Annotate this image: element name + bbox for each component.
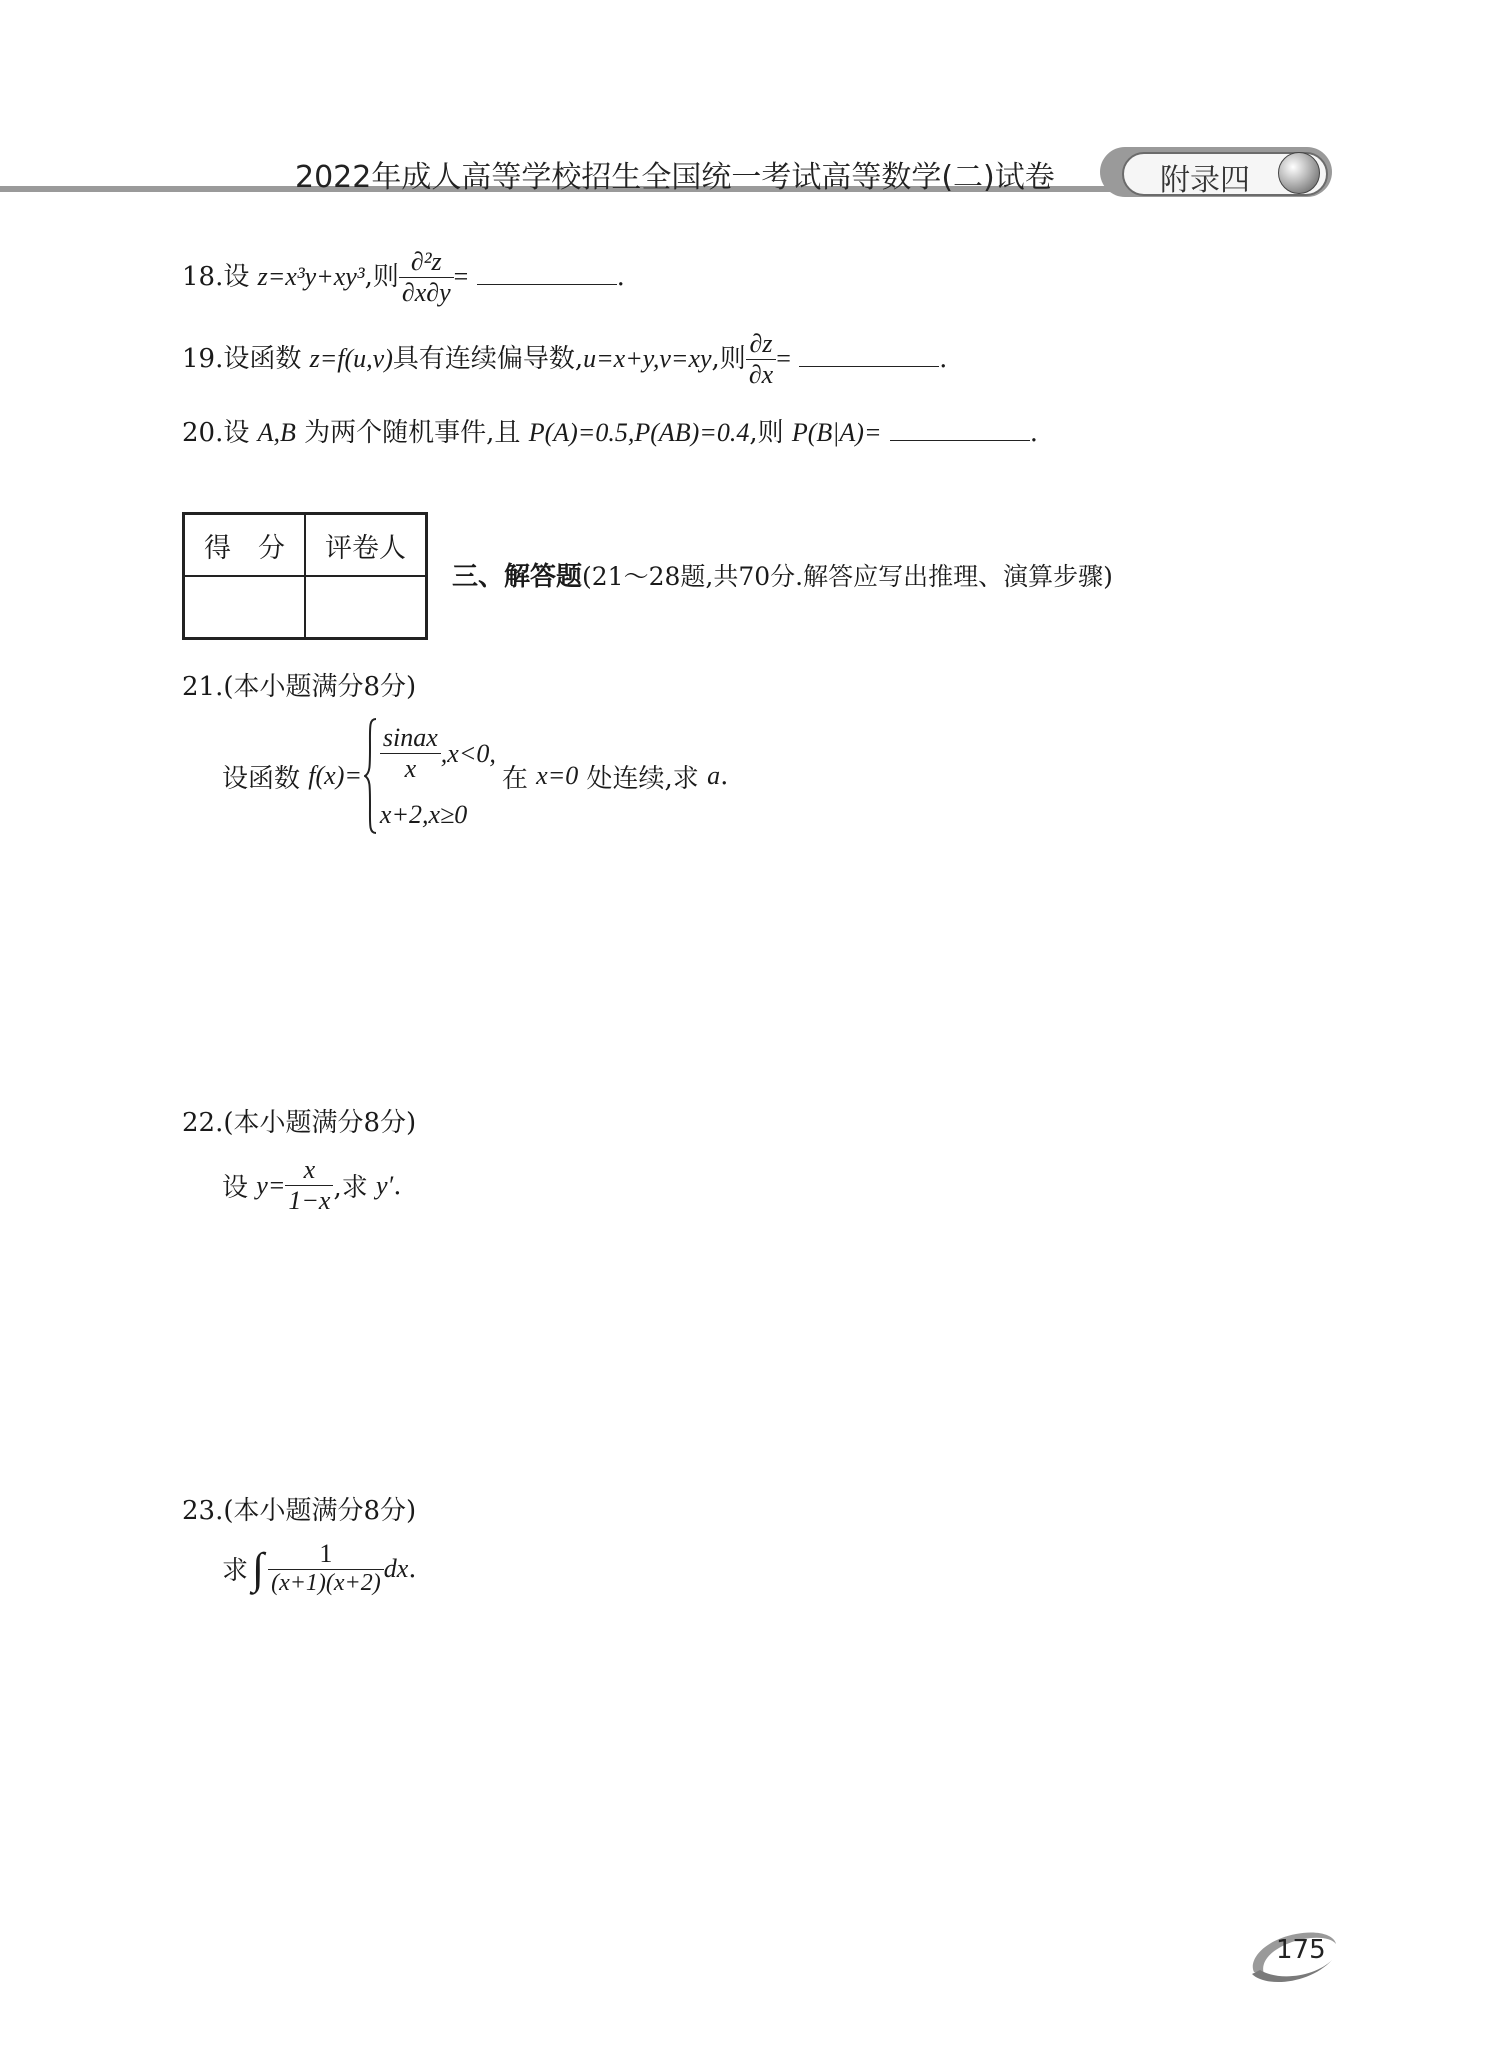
answer-blank-18[interactable] (477, 283, 617, 285)
piecewise-cases: $\frac{\text{sinax}}{x}$ ,x<0, x+2,x≥0 (379, 723, 496, 829)
q19-fraction: $\frac{\partial z}{\partial x}$ (746, 330, 776, 389)
score-table (182, 512, 428, 640)
question-21-header: 21.(本小题满分8分) (182, 672, 417, 702)
integral-sign: ∫ (252, 1544, 265, 1594)
score-cell[interactable] (184, 576, 306, 639)
question-23-header: 23.(本小题满分8分) (182, 1496, 417, 1526)
q18-fraction: $\frac{\text{∂²z}}{\partial x\partial y}$ (399, 248, 454, 307)
question-22-header: 22.(本小题满分8分) (182, 1108, 417, 1138)
grader-cell[interactable] (305, 576, 427, 639)
page-number: 175 (1276, 1935, 1326, 1965)
question-23-body: 求 ∫ $\frac{1}{(x+1)(x+2)}$ dx . (222, 1539, 417, 1596)
decorative-ball-icon (1278, 152, 1320, 194)
question-18: 18.设 z=x³y+xy³,则 $\frac{\text{∂²z}}{\partial x\partial y}$ = . (182, 247, 625, 307)
page-header-title: 2022年成人高等学校招生全国统一考试高等数学(二)试卷 (295, 160, 1055, 195)
question-22-body: 设 y= $\frac{x}{1-x}$ ,求 y′ . (222, 1155, 402, 1215)
left-brace-icon (364, 717, 378, 835)
q22-fraction: $\frac{x}{1-x}$ (285, 1156, 333, 1215)
grader-header: 评卷人 (305, 514, 427, 577)
q21-fraction: $\frac{\text{sinax}}{x}$ (380, 724, 441, 783)
q19-expression: z=f(u,v) (309, 343, 393, 373)
question-21-body: 设函数 f(x)= $\frac{\text{sinax}}{x}$ ,x<0, x+2,x≥0 在 x=0 处连续,求 a . (222, 716, 728, 836)
score-header: 得 分 (184, 514, 306, 577)
answer-blank-19[interactable] (799, 365, 939, 367)
question-20: 20.设 A,B 为两个随机事件,且 P(A)=0.5,P(AB)=0.4,则 P(B|A)= . (182, 418, 1039, 448)
section-3-heading: 三、解答题(21～28题,共70分.解答应写出推理、演算步骤) (452, 562, 1113, 592)
q18-expression: z=x³y+xy³ (257, 261, 365, 291)
question-19: 19.设函数 z=f(u,v)具有连续偏导数,u=x+y,v=xy,则 $\frac{\partial z}{\partial x}$ = . (182, 329, 948, 389)
appendix-label: 附录四 (1160, 163, 1250, 198)
answer-blank-20[interactable] (890, 439, 1030, 441)
q23-fraction: $\frac{1}{(x+1)(x+2)}$ (268, 1540, 384, 1597)
